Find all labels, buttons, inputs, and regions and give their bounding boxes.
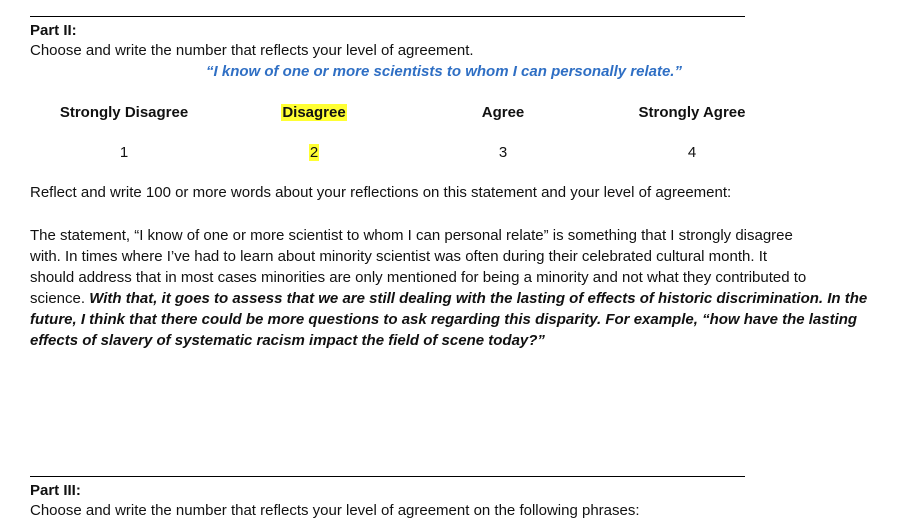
scale-label-text-highlighted: Disagree	[282, 104, 346, 121]
part3-instruction: Choose and write the number that reflects your level of agreement on the following phrases:	[30, 502, 640, 519]
part2-heading: Part II:	[30, 22, 77, 39]
scale-label-text: Agree	[481, 104, 525, 121]
scale-value-text: 1	[119, 144, 129, 161]
part3-heading: Part III:	[30, 482, 81, 499]
response-line	[30, 330, 880, 351]
scale-value-4	[582, 144, 802, 162]
statement-quote: “I know of one or more scientists to whom I can personally relate.”	[206, 63, 682, 80]
top-divider	[30, 16, 745, 17]
scale-label-strongly-disagree	[14, 104, 234, 122]
response-line	[30, 267, 880, 288]
scale-label-strongly-agree	[582, 104, 802, 122]
response-line	[30, 309, 880, 330]
scale-value-3	[393, 144, 613, 162]
response-text: with. In times where I’ve had to learn about minority scientist was often during their celebrated cultural month. It	[30, 248, 768, 265]
response-text: science.	[30, 290, 90, 307]
section-divider	[30, 476, 745, 477]
scale-value-text-highlighted: 2	[309, 144, 319, 161]
response-emphasis: future, I think that there could be more questions to ask regarding this disparity. For example, “how have the lasting	[30, 311, 858, 328]
scale-value-text: 4	[687, 144, 697, 161]
part2-instruction: Choose and write the number that reflects your level of agreement.	[30, 42, 474, 59]
response-line	[30, 246, 880, 267]
reflection-response	[30, 225, 880, 351]
response-emphasis: effects of slavery of systematic racism impact the field of scene today?”	[30, 332, 545, 349]
scale-value-1	[14, 144, 234, 162]
reflection-prompt: Reflect and write 100 or more words about your reflections on this statement and your level of agreement:	[30, 184, 732, 201]
scale-value-text: 3	[498, 144, 508, 161]
scale-label-agree	[393, 104, 613, 122]
scale-label-text: Strongly Agree	[638, 104, 746, 121]
response-emphasis: With that, it goes to assess that we are still dealing with the lasting of effects of historic discrimination. In the	[89, 290, 868, 307]
response-line	[30, 288, 880, 309]
scale-value-2	[204, 144, 424, 162]
scale-label-text: Strongly Disagree	[59, 104, 189, 121]
response-line	[30, 225, 880, 246]
scale-label-disagree	[204, 104, 424, 122]
response-text: The statement, “I know of one or more scientist to whom I can personal relate” is something that I strongly disagree	[30, 227, 793, 244]
response-text: should address that in most cases minorities are only mentioned for being a minority and not what they contributed to	[30, 269, 807, 286]
